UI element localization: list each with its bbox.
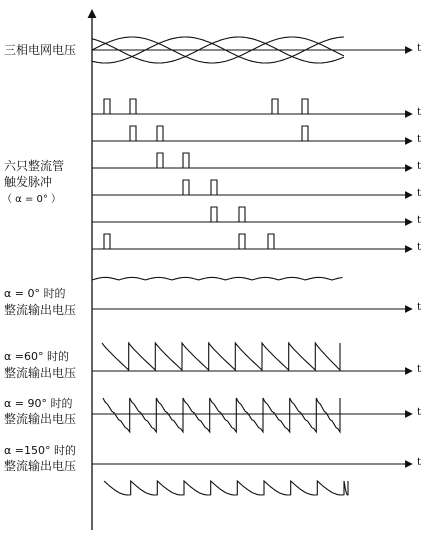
trigger-pulse-1-2 — [130, 99, 136, 114]
trigger-pulse-6-1 — [104, 234, 110, 249]
output-alpha-60 — [102, 343, 340, 370]
t-label-pulse-1: t — [417, 107, 422, 118]
label-pulses-line2: 触发脉冲 — [4, 175, 53, 189]
trigger-pulse-6-2 — [239, 234, 245, 249]
trigger-pulse-2-1 — [130, 126, 136, 141]
label-out90-line2: 整流输出电压 — [4, 412, 77, 426]
trigger-pulse-1-3 — [272, 99, 278, 114]
t-label-grid: t — [417, 43, 422, 54]
label-out150-line2: 整流输出电压 — [4, 459, 77, 473]
trigger-pulse-4-2 — [211, 180, 217, 195]
t-label-out90: t — [417, 407, 422, 418]
trigger-pulse-3-2 — [183, 153, 189, 168]
label-out90-line1: α = 90° 时的 — [4, 397, 73, 410]
t-label-pulse-3: t — [417, 161, 422, 172]
trigger-pulse-3-1 — [157, 153, 163, 168]
trigger-pulse-5-1 — [211, 207, 217, 222]
t-label-out60: t — [417, 364, 422, 375]
trigger-pulse-4-1 — [183, 180, 189, 195]
t-label-pulse-6: t — [417, 242, 422, 253]
label-out60-line2: 整流输出电压 — [4, 366, 77, 380]
label-out60-line1: α =60° 时的 — [4, 350, 69, 363]
label-pulses-line3: （ α = 0° ） — [2, 194, 62, 205]
trigger-pulse-2-3 — [302, 126, 308, 141]
t-label-pulse-2: t — [417, 134, 422, 145]
trigger-pulse-1-1 — [104, 99, 110, 114]
trigger-pulse-5-2 — [239, 207, 245, 222]
trigger-pulse-6-3 — [268, 234, 274, 249]
output-alpha-0 — [92, 277, 343, 280]
output-alpha-150 — [104, 481, 348, 495]
label-pulses-line1: 六只整流管 — [4, 159, 65, 173]
trigger-pulse-1-4 — [302, 99, 308, 114]
trigger-pulse-2-2 — [157, 126, 163, 141]
t-label-pulse-4: t — [417, 188, 422, 199]
t-label-pulse-5: t — [417, 215, 422, 226]
label-out0-line1: α = 0° 时的 — [4, 287, 66, 300]
t-label-out0: t — [417, 302, 422, 313]
label-out150-line1: α =150° 时的 — [4, 444, 76, 457]
label-out0-line2: 整流输出电压 — [4, 303, 77, 317]
t-label-out150: t — [417, 457, 422, 468]
output-alpha-90 — [103, 398, 340, 432]
label-grid-voltage: 三相电网电压 — [4, 43, 77, 57]
